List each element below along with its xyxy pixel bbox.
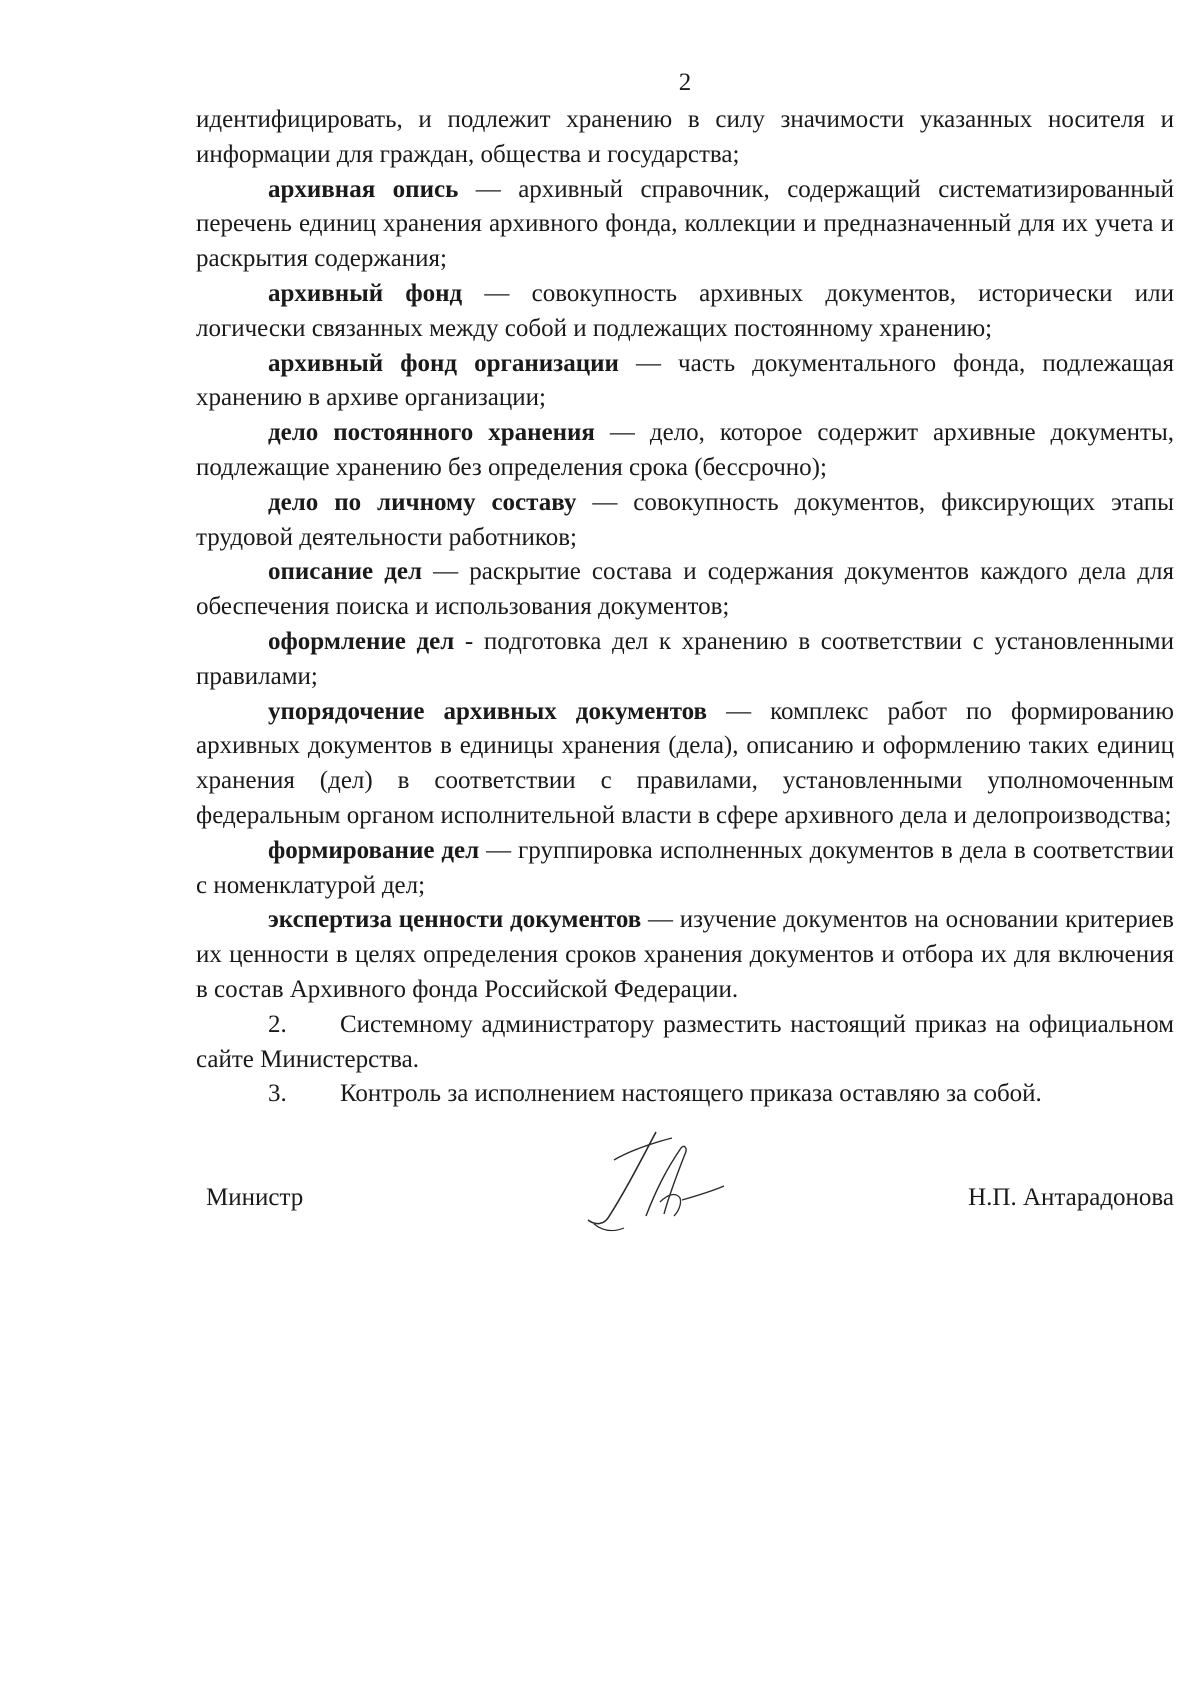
definition-paragraph [196,173,1174,277]
definition-paragraph [196,625,1174,695]
item-number: 2. [268,1010,287,1038]
definition-text: часть документального фонда, подлежащая хранению в архиве организации; [196,349,1175,412]
definition-paragraph [196,416,1174,486]
definition-dash: — [618,349,679,377]
definition-paragraph [196,555,1174,625]
definition-term: оформление дел [268,627,455,655]
item-number: 3. [268,1080,287,1108]
definition-term: дело по личному составу [268,488,577,516]
signature-block [206,1165,1174,1235]
numbered-items [196,1008,1174,1112]
definition-paragraph [196,834,1174,904]
definition-paragraph [196,695,1174,834]
definition-text: архивный справочник, содержащий систематизированный перечень единиц хранения архивного фонда, коллекции и предназначенный для их учета и раскрытия содержания; [196,175,1174,273]
definition-dash: — [479,836,519,864]
definition-text: подготовка дел к хранению в соответствии с установленными правилами; [196,627,1175,690]
definition-text: раскрытие состава и содержания документов каждого дела для обеспечения поиска и использования документов; [196,558,1174,621]
definition-text: совокупность архивных документов, исторически или логически связанных между собой и подлежащих постоянному хранению; [196,279,1174,342]
definition-term: экспертиза ценности документов [268,906,642,934]
definition-dash: — [462,279,532,307]
numbered-item [196,1077,1174,1112]
definition-paragraph [196,277,1174,347]
item-text: Системному администратору разместить настоящий приказ на официальном сайте Министерства. [196,1010,1174,1073]
definition-dash: — [458,175,519,203]
definition-dash: — [422,558,470,586]
handwritten-signature [586,1120,736,1240]
page-number: 2 [678,69,692,96]
document-body [196,103,1174,1112]
definition-text: группировка исполненных документов в дела в соответствии с номенклатурой дел; [196,836,1175,899]
definition-paragraph [196,347,1174,417]
numbered-item [196,1008,1174,1078]
definition-term: дело постоянного хранения [268,419,595,447]
definition-text: совокупность документов, фиксирующих этапы трудовой деятельности работников; [196,488,1174,551]
definition-term: архивный фонд [268,279,463,307]
item-text: Контроль за исполнением настоящего приказа оставляю за собой. [340,1080,1042,1108]
definition-dash: — [707,697,771,725]
definition-dash: — [594,419,650,447]
definition-term: упорядочение архивных документов [268,697,708,725]
definition-dash: — [641,906,680,934]
definition-paragraph [196,486,1174,556]
signer-name: Н.П. Антарадонова [968,1184,1174,1211]
definition-dash: - [454,627,484,655]
definition-text: дело, которое содержит архивные документы, подлежащие хранению без определения срока (бессрочно); [196,419,1175,481]
intro-paragraph: идентифицировать, и подлежит хранению в силу значимости указанных носителя и информации для граждан, общества и государства; [196,106,1174,168]
definition-text: комплекс работ по формированию архивных документов в единицы хранения (дела), описанию и оформлению таких единиц хранения (дел) в соответствии с правилами, установленными уполномоченным федеральным органом исполнительной власти в сфере архивного дела и делопроизводства; [196,697,1174,829]
definition-term: описание дел [268,558,423,586]
definition-term: архивная опись [268,175,459,203]
definition-dash: — [576,488,634,516]
definition-term: архивный фонд организации [268,349,619,377]
signer-role: Министр [206,1184,304,1211]
definition-text: изучение документов на основании критериев их ценности в целях определения сроков хранения документов и отбора их для включения в состав Архивного фонда Российской Федерации. [196,906,1174,1003]
definition-term: формирование дел [268,836,480,864]
definition-paragraph [196,903,1174,1007]
definitions-list [196,173,1174,1008]
